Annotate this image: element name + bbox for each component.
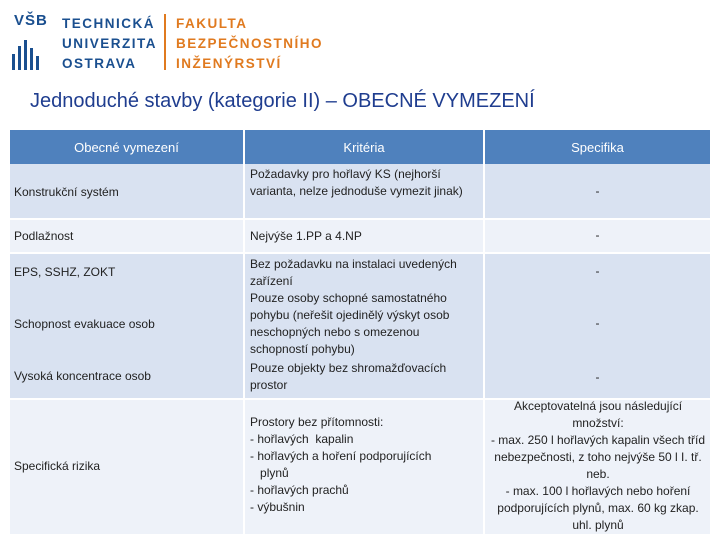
logo-separator (164, 14, 166, 70)
logo-university: TECHNICKÁ UNIVERZITA OSTRAVA (62, 16, 157, 71)
header-criteria: Kritéria (245, 130, 483, 164)
row-criteria: Bez požadavku na instalaci uvedených zařízení (250, 257, 457, 288)
row-label: Specifická rizika (14, 459, 101, 473)
row-criteria: Nejvýše 1.PP a 4.NP (250, 229, 362, 243)
row-label: Konstrukční systém (14, 185, 119, 199)
header-specifics: Specifika (485, 130, 710, 164)
row-criteria: Pouze osoby schopné samostatného pohybu (neřešit ojedinělý výskyt osob neschopných nebo s omezenou schopností pohybu) (250, 291, 450, 356)
row-specifics: - (595, 316, 600, 330)
row-label: Schopnost evakuace osob (14, 317, 155, 331)
row-specifics: - (595, 228, 600, 242)
logo-faculty: FAKULTA BEZPEČNOSTNÍHO INŽENÝRSTVÍ (176, 16, 324, 71)
row-specifics: - (595, 370, 600, 384)
row-label: EPS, SSHZ, ZOKT (14, 265, 116, 279)
logo-vsb: VŠB (14, 12, 48, 29)
row-specifics: Akceptovatelná jsou následující množství: - max. 250 l hořlavých kapalin všech tříd nebezpečnosti, z toho nejvýše 50 l I. tř. neb. - max. 100 l hořlavých nebo hoření podporujících plynů, max. 60 kg zkap. uhl. plynů (490, 399, 706, 532)
row-criteria: Prostory bez přítomnosti: - hořlavých kapalin - hořlavých a hoření podporujících plynů - hořlavých prachů - výbušnin (250, 415, 432, 514)
row-specifics: - (595, 264, 600, 278)
row-specifics: - (595, 184, 600, 198)
row-label: Podlažnost (14, 229, 74, 243)
row-criteria: Pouze objekty bez shromažďovacích prostor (250, 361, 447, 392)
header-general: Obecné vymezení (10, 130, 243, 164)
row-criteria: Požadavky pro hořlavý KS (nejhorší varianta, nelze jednoduše vymezit jinak) (250, 167, 463, 198)
logo-bars-icon (12, 38, 48, 70)
row-label: Vysoká koncentrace osob (14, 369, 151, 383)
page-title: Jednoduché stavby (kategorie II) – OBECNÉ VYMEZENÍ (30, 90, 535, 112)
